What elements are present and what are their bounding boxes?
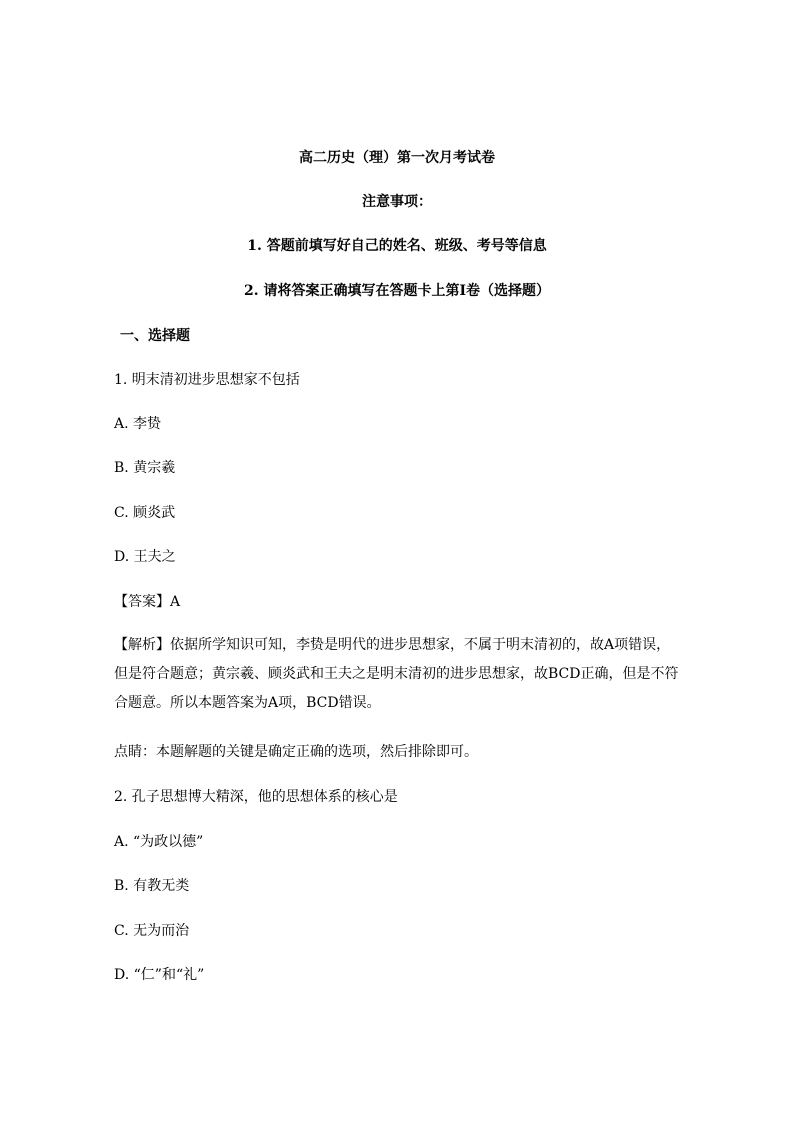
question-stem: 2. 孔子思想博大精深，他的思想体系的核心是 — [114, 789, 398, 805]
option-c: C. 顾炎武 — [114, 505, 176, 521]
section-heading: 一、选择题 — [120, 328, 190, 344]
option-a: A. 李贽 — [114, 416, 162, 432]
option-b: B. 黄宗羲 — [114, 460, 176, 476]
option-d: D. 王夫之 — [114, 549, 176, 565]
option-c: C. 无为而治 — [114, 923, 190, 939]
analysis: 【解析】依据所学知识可知，李贽是明代的进步思想家，不属于明末清初的，故A项错误，但是符合题意；黄宗羲、顾炎武和王夫之是明末清初的进步思想家，故BCD正确，但是不符合题意。所以本题答案为A项，BCD错误。 — [114, 637, 679, 711]
notice-item: 1. 答题前填写好自己的姓名、班级、考号等信息 — [247, 238, 547, 254]
answer: 【答案】A — [114, 594, 181, 610]
notice-item: 2. 请将答案正确填写在答题卡上第Ⅰ卷（选择题） — [243, 283, 551, 299]
option-b: B. 有教无类 — [114, 878, 190, 894]
notice-heading: 注意事项： — [362, 194, 432, 210]
option-a: A. “为政以德” — [114, 834, 204, 850]
exam-title: 高二历史（理）第一次月考试卷 — [299, 150, 495, 166]
question-stem: 1. 明末清初进步思想家不包括 — [114, 372, 300, 388]
comment: 点睛：本题解题的关键是确定正确的选项，然后排除即可。 — [114, 744, 478, 760]
option-d: D. “仁”和“礼” — [114, 967, 205, 983]
